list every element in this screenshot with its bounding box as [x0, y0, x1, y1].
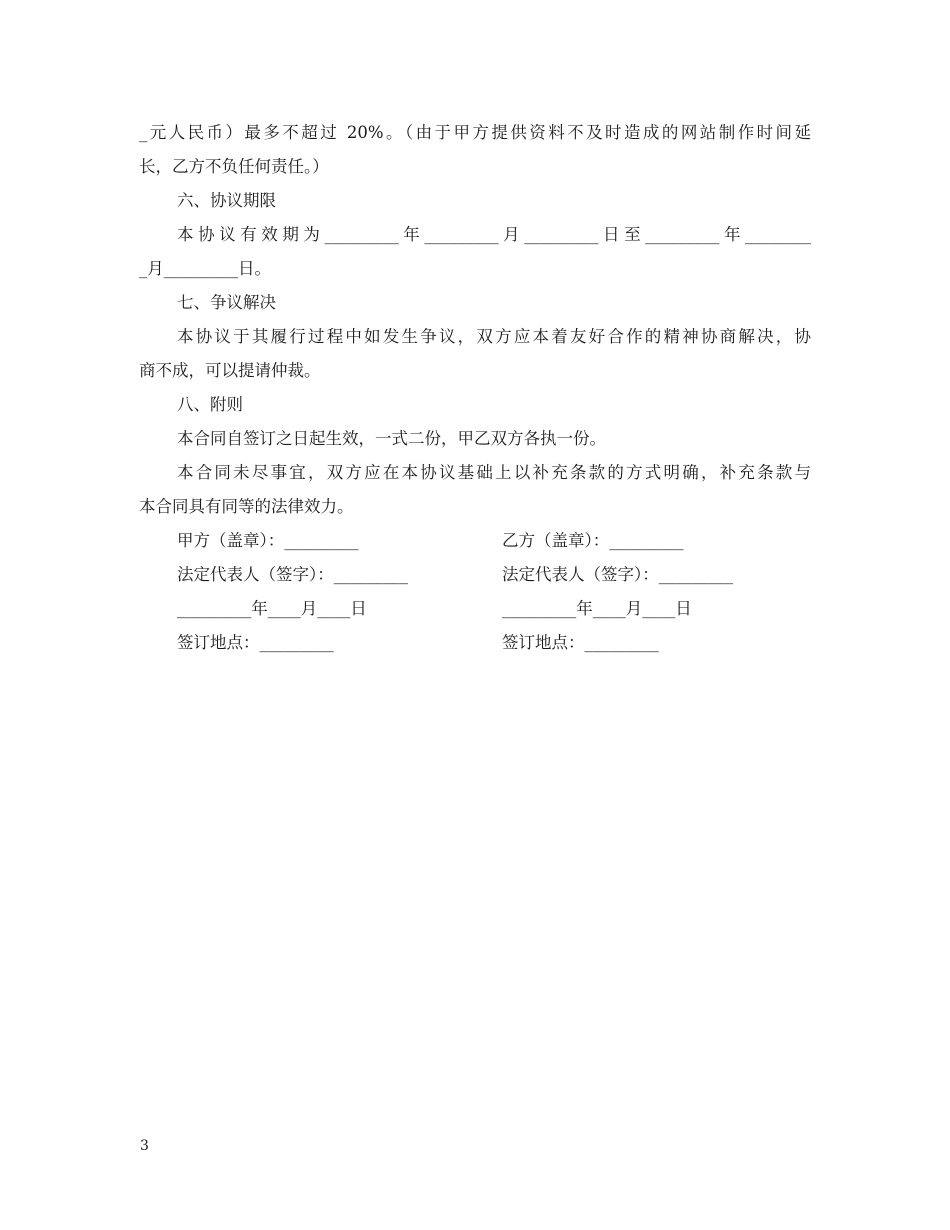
party-a-date: _________年____月____日 [177, 599, 367, 618]
body-line-term-period-cont: _月_________日。 [139, 259, 271, 278]
document-body [139, 116, 811, 660]
body-line-unresolved-cont: 本合同具有同等的法律效力。 [139, 497, 354, 516]
section-heading-supplementary: 八、附则 [177, 395, 243, 414]
party-a-seal: 甲方（盖章）：_________ [177, 531, 359, 550]
body-line-dispute-cont: 商不成，可以提请仲裁。 [139, 361, 321, 380]
body-line-2: 长，乙方不负任何责任。） [139, 157, 329, 176]
body-line-dispute: 本协议于其履行过程中如发生争议，双方应本着友好合作的精神协商解决，协 [177, 327, 811, 346]
signature-row-representative [139, 558, 811, 592]
party-a-place: 签订地点：_________ [177, 633, 334, 652]
signature-row-place [139, 626, 811, 660]
signature-row-seal [139, 524, 811, 558]
party-b-place: 签订地点：_________ [502, 633, 659, 652]
party-b-date: _________年____月____日 [502, 599, 692, 618]
body-line-unresolved: 本合同未尽事宜，双方应在本协议基础上以补充条款的方式明确，补充条款与 [177, 463, 811, 482]
signature-row-date [139, 592, 811, 626]
section-heading-term: 六、协议期限 [177, 191, 276, 210]
section-heading-dispute: 七、争议解决 [177, 293, 276, 312]
party-b-seal: 乙方（盖章）：_________ [502, 531, 684, 550]
body-line-1: _元人民币）最多不超过 20%。（由于甲方提供资料不及时造成的网站制作时间延 [139, 123, 811, 142]
body-line-term-period: 本协议有效期为_________年_________月_________日至_________年________ [177, 225, 811, 244]
party-b-representative: 法定代表人（签字）：_________ [502, 565, 733, 584]
body-line-effective: 本合同自签订之日起生效，一式二份，甲乙双方各执一份。 [177, 429, 606, 448]
party-a-representative: 法定代表人（签字）：_________ [177, 565, 408, 584]
page-number: 3 [140, 1138, 149, 1154]
